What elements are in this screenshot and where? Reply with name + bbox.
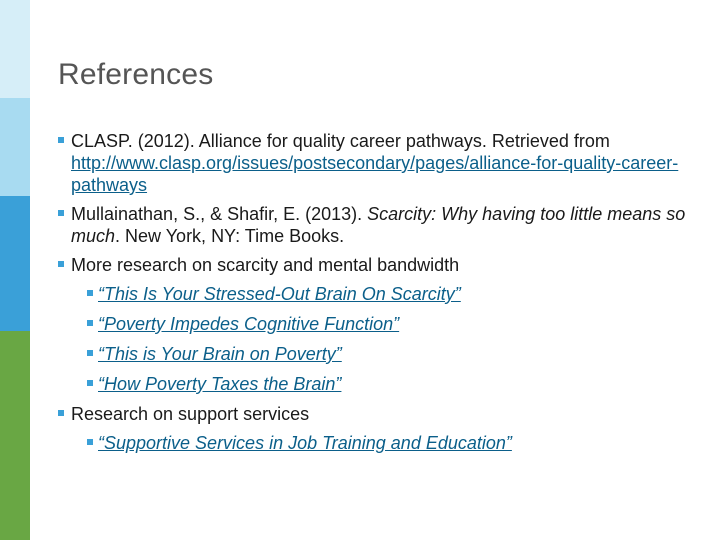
reference-item-scarcity-book [58, 203, 698, 247]
bullet-icon [58, 137, 64, 143]
sidebar-color-bar [0, 0, 30, 540]
supportive-services-link[interactable]: “Supportive Services in Job Training and Education” [98, 433, 512, 453]
section-heading: More research on scarcity and mental bandwidth [71, 255, 460, 275]
reference-item-support-services [58, 403, 698, 425]
reference-authors: Mullainathan, S., & Shafir, E. (2013). [71, 204, 368, 224]
sidebar-band-mid [0, 98, 30, 196]
brain-on-poverty-link[interactable]: “This is Your Brain on Poverty” [98, 344, 342, 364]
sub-reference-item [58, 283, 698, 305]
bullet-icon [87, 439, 93, 445]
bullet-icon [58, 210, 64, 216]
clasp-link[interactable]: http://www.clasp.org/issues/postsecondary/pages/alliance-for-quality-career-pathways [71, 153, 679, 195]
poverty-taxes-brain-link[interactable]: “How Poverty Taxes the Brain” [98, 374, 342, 394]
bullet-icon [87, 350, 93, 356]
bullet-icon [87, 320, 93, 326]
page-title: References [58, 58, 214, 91]
sub-reference-item [58, 313, 698, 335]
stressed-brain-link[interactable]: “This Is Your Stressed-Out Brain On Scarcity” [98, 284, 461, 304]
reference-text: CLASP. (2012). Alliance for quality career pathways. Retrieved from [71, 131, 610, 151]
sub-reference-item [58, 343, 698, 365]
bullet-icon [87, 380, 93, 386]
sidebar-band-green [0, 331, 30, 540]
bullet-icon [58, 261, 64, 267]
reference-publisher: . New York, NY: Time Books. [115, 226, 345, 246]
section-heading: Research on support services [71, 404, 310, 424]
sidebar-band-blue [0, 196, 30, 331]
sub-reference-item [58, 373, 698, 395]
sub-reference-item [58, 432, 698, 454]
bullet-icon [58, 410, 64, 416]
poverty-cognitive-link[interactable]: “Poverty Impedes Cognitive Function” [98, 314, 400, 334]
reference-item-scarcity-research [58, 254, 698, 276]
reference-list [58, 130, 698, 462]
book-title: Scarcity: Why having too little means so much [71, 204, 686, 246]
sidebar-band-light [0, 0, 30, 98]
bullet-icon [87, 290, 93, 296]
reference-item-clasp [58, 130, 698, 196]
